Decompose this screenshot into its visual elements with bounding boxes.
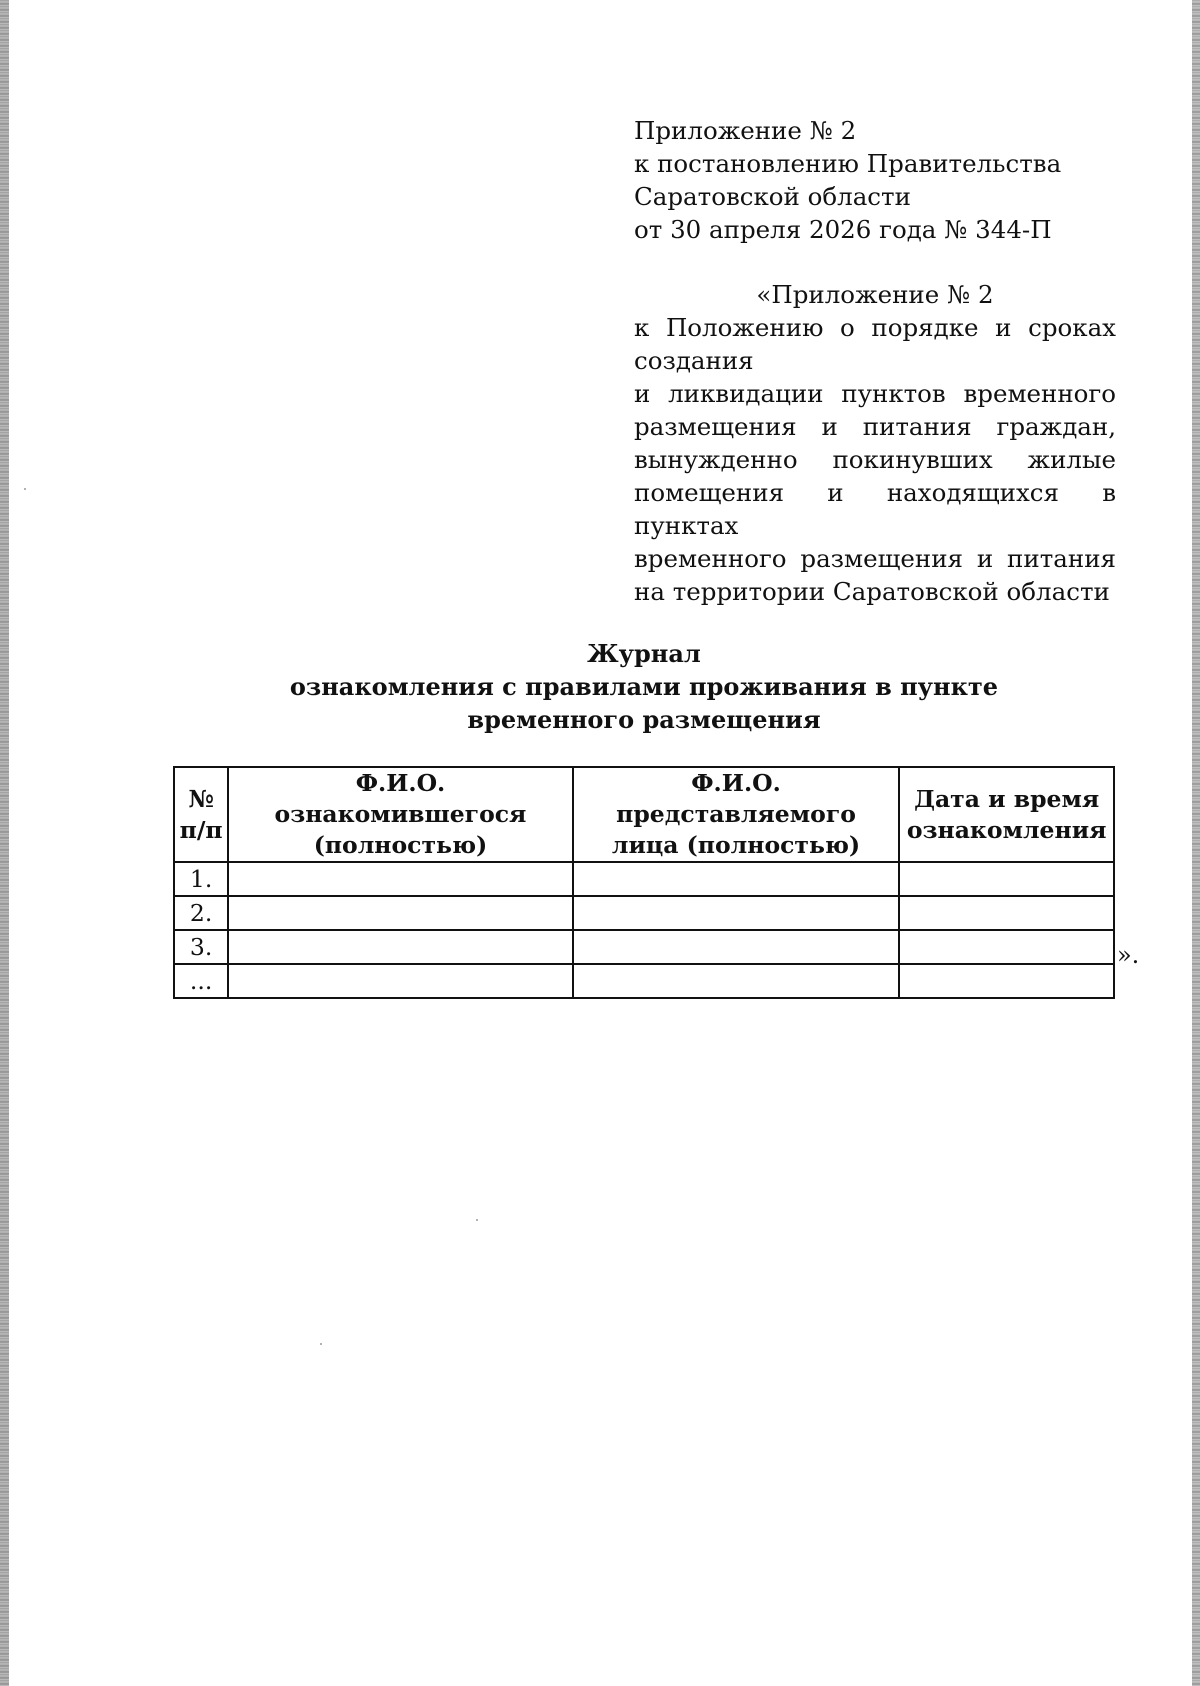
- header-line: Ф.И.О. ознакомившегося: [274, 769, 527, 828]
- quoted-appendix-line: вынужденно покинувших жилые: [634, 445, 1116, 474]
- table-row: [174, 964, 1114, 998]
- journal-title-line: временного размещения: [467, 705, 821, 734]
- header-line: (полностью): [313, 831, 488, 859]
- quoted-appendix-line: на территории Саратовской области: [634, 577, 1110, 606]
- header-line: лица (полностью): [611, 831, 861, 859]
- header-line: №: [188, 784, 214, 813]
- header-number: [174, 767, 228, 862]
- table-row: [174, 896, 1114, 930]
- table-row: [174, 862, 1114, 896]
- header-full-name: [228, 767, 572, 862]
- quoted-appendix-line: размещения и питания граждан,: [634, 412, 1116, 441]
- header-line: Дата и время: [914, 784, 1100, 813]
- header-line: п/п: [179, 815, 223, 844]
- full-name-cell: [228, 930, 572, 964]
- quoted-appendix-heading: «Приложение № 2: [756, 280, 994, 309]
- row-number-cell: ...: [174, 964, 228, 998]
- journal-title: [174, 637, 1114, 736]
- header-line: ознакомления: [906, 815, 1107, 844]
- quoted-appendix: [634, 278, 1116, 608]
- full-name-cell: [228, 896, 572, 930]
- date-time-cell: [899, 862, 1114, 896]
- scan-speck: [476, 1219, 478, 1221]
- row-number-cell: 3.: [174, 930, 228, 964]
- scan-edge-right: [1192, 0, 1200, 1686]
- date-time-cell: [899, 930, 1114, 964]
- row-number-cell: 1.: [174, 862, 228, 896]
- header-date-time: [899, 767, 1114, 862]
- represented-name-cell: [573, 896, 900, 930]
- full-name-cell: [228, 964, 572, 998]
- appendix-line: Саратовской области: [634, 182, 911, 211]
- table-header-row: [174, 767, 1114, 862]
- quoted-appendix-line: к Положению о порядке и сроках создания: [634, 313, 1116, 375]
- row-number-cell: 2.: [174, 896, 228, 930]
- date-time-cell: [899, 964, 1114, 998]
- appendix-line: от 30 апреля 2026 года № 344-П: [634, 215, 1052, 244]
- date-time-cell: [899, 896, 1114, 930]
- represented-name-cell: [573, 964, 900, 998]
- full-name-cell: [228, 862, 572, 896]
- appendix-header: [634, 114, 1116, 246]
- journal-title-line: Журнал: [587, 639, 701, 668]
- table-row: [174, 930, 1114, 964]
- journal-title-line: ознакомления с правилами проживания в пункте: [289, 672, 999, 701]
- scan-edge-left: [0, 0, 9, 1686]
- represented-name-cell: [573, 930, 900, 964]
- represented-name-cell: [573, 862, 900, 896]
- quoted-appendix-line: и ликвидации пунктов временного: [634, 379, 1116, 408]
- header-line: Ф.И.О. представляемого: [616, 769, 856, 828]
- appendix-line: к постановлению Правительства: [634, 149, 1062, 178]
- header-represented-name: [573, 767, 900, 862]
- scan-speck: [320, 1343, 322, 1345]
- appendix-line: Приложение № 2: [634, 116, 857, 145]
- closing-quote-mark: ».: [1117, 941, 1140, 969]
- quoted-appendix-line: временного размещения и питания: [634, 544, 1116, 573]
- journal-table: [173, 766, 1115, 999]
- scan-speck: [24, 488, 26, 490]
- quoted-appendix-line: помещения и находящихся в пунктах: [634, 478, 1116, 540]
